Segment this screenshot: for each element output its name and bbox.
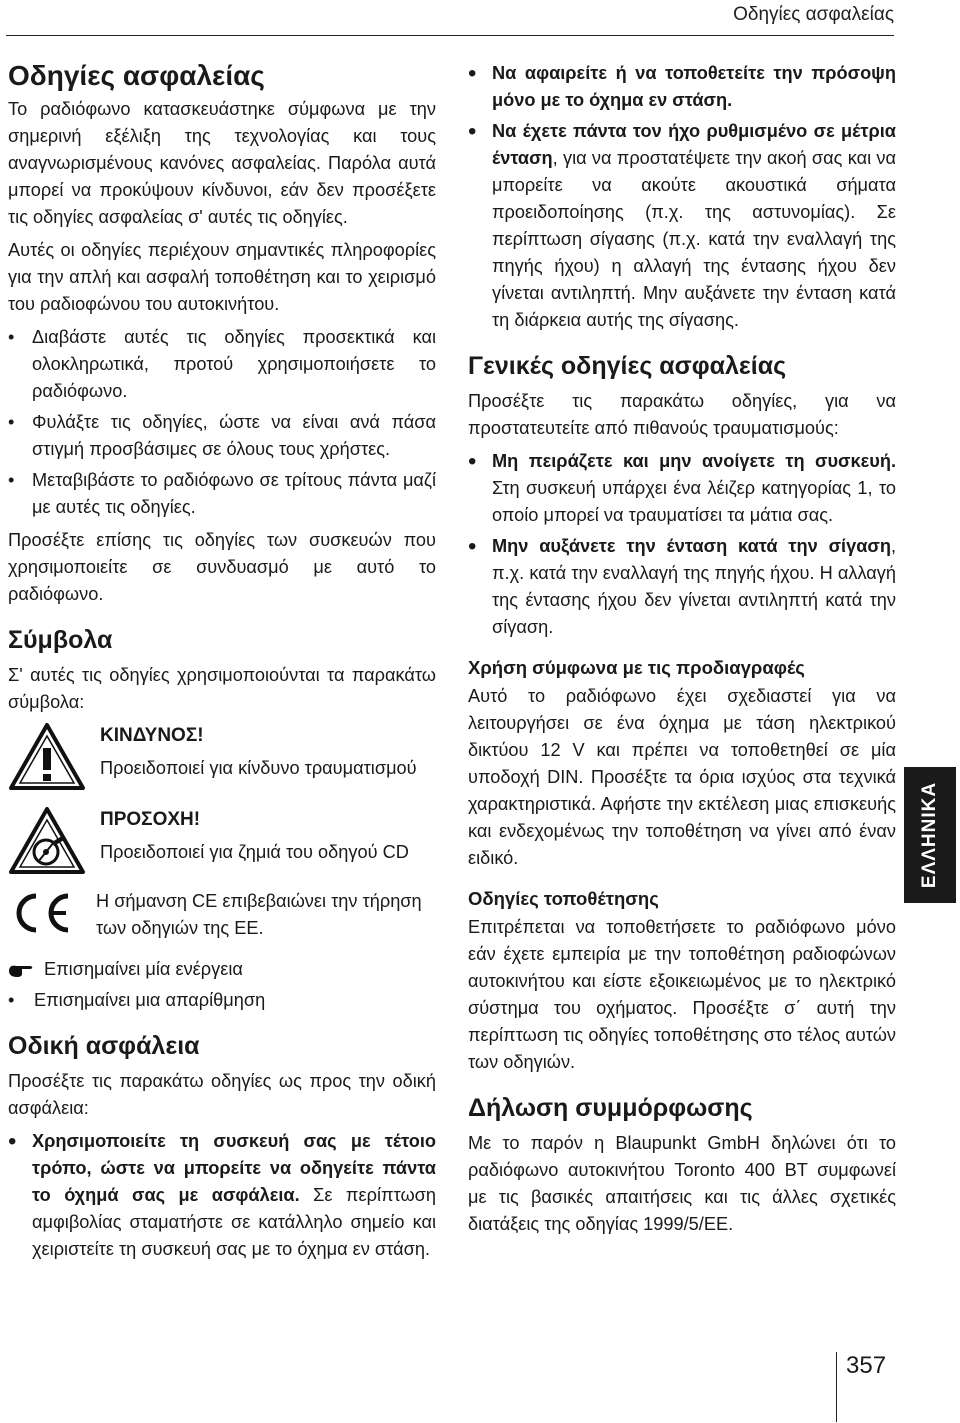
bullet-icon: • <box>8 412 15 432</box>
bullet-icon: • <box>468 533 477 560</box>
road-safety-intro: Προσέξτε τις παρακάτω οδηγίες ως προς την οδική ασφάλεια: <box>8 1071 436 1118</box>
list-item: • Χρησιμοποιείτε τη συσκευή σας με τέτοιο τρόπο, ώστε να μπορείτε να οδηγείτε πάντα το όχημά σας με ασφάλεια. Σε περίπτωση αμφιβολίας σταματήστε σε κατάλληλο σημείο και χειριστείτε τη συσκευή σας με το όχημα εν στάση. <box>8 1128 436 1259</box>
intro-paragraph-1: Το ραδιόφωνο κατασκευάστηκε σύμφωνα με την σημερινή εξέλιξη της τεχνολογίας και τους αναγνωρισμένους κανόνες ασφαλείας. Παρόλα αυτά μπορεί να προκύψουν κίνδυνοι, εάν δεν προσέξετε τις οδηγίες ασφαλείας σ' αυτές τις οδηγίες. <box>8 99 436 227</box>
cd-warning-icon <box>8 806 86 876</box>
bullet-icon: • <box>8 990 15 1010</box>
bullet-icon: • <box>468 448 477 475</box>
list-item: • Μην αυξάνετε την ένταση κατά την σίγαση, π.χ. κατά την εναλλαγή της πηγής ήχου. Η αλλαγή της έντασης ήχου δεν γίνεται αντιληπτή κατά την σίγαση. <box>468 533 896 637</box>
bullet-icon: • <box>468 60 477 87</box>
symbols-intro: Σ' αυτές τις οδηγίες χρησιμοποιούνται τα παρακάτω σύμβολα: <box>8 665 436 712</box>
danger-text-block <box>100 722 417 782</box>
declaration-heading: Δήλωση συμμόρφωσης <box>468 1094 753 1122</box>
bullet-icon: • <box>468 118 477 145</box>
caution-description: Προειδοποιεί για ζημιά του οδηγού CD <box>100 842 409 862</box>
ce-symbol-row <box>8 888 436 942</box>
action-description: Επισημαίνει μία ενέργεια <box>44 959 243 979</box>
installation-heading: Οδηγίες τοποθέτησης <box>468 888 659 909</box>
caution-text-block <box>100 806 409 866</box>
read-instructions-list <box>8 324 436 521</box>
symbols-heading: Σύμβολα <box>8 626 113 654</box>
intro-paragraph-2: Αυτές οι οδηγίες περιέχουν σημαντικές πληροφορίες για την απλή και ασφαλή τοποθέτηση και το χειρισμό του ραδιοφώνου του αυτοκινήτου. <box>8 240 436 314</box>
general-safety-list <box>468 448 896 641</box>
list-item: • Να αφαιρείτε ή να τοποθετείτε την πρόσοψη μόνο με το όχημα εν στάση. <box>468 60 896 110</box>
list-item: • Μη πειράζετε και μην ανοίγετε τη συσκευή. Στη συσκευή υπάρχει ένα λέιζερ κατηγορίας 1, το οποίο μπορεί να τραυματίσει τα μάτια σας. <box>468 448 896 525</box>
installation-text: Επιτρέπεται να τοποθετήσετε το ραδιόφωνο μόνο εάν έχετε εμπειρία με την τοποθέτηση ραδιοφώνων αυτοκινήτου και είστε εξοικειωμένος με το ηλεκτρικό σύστημα του οχήματος. Προσέξτε σ΄ αυτή την περίπτωση τις οδηγίες τοποθέτησης στο τέλος αυτών των οδηγιών. <box>468 917 896 1072</box>
general-safety-heading: Γενικές οδηγίες ασφαλείας <box>468 352 787 380</box>
section-title-safety: Οδηγίες ασφαλείας <box>8 60 265 91</box>
bullet-icon: • <box>8 327 15 347</box>
intro-paragraph-3: Προσέξτε επίσης τις οδηγίες των συσκευών που χρησιμοποιείτε σε συνδυασμό με αυτό το ραδιόφωνο. <box>8 530 436 604</box>
page-number: 357 <box>846 1352 887 1379</box>
list-item: • Διαβάστε αυτές τις οδηγίες προσεκτικά και ολοκληρωτικά, προτού χρησιμοποιήσετε το ραδιόφωνο. <box>8 324 436 405</box>
danger-title: ΚΙΝΔΥΝΟΣ! <box>100 725 204 746</box>
ce-mark-icon <box>8 888 80 938</box>
road-safety-heading: Οδική ασφάλεια <box>8 1032 200 1060</box>
road-safety-list <box>8 1128 436 1263</box>
intended-use-heading: Χρήση σύμφωνα με τις προδιαγραφές <box>468 657 805 678</box>
danger-symbol-row <box>8 722 436 792</box>
intended-use-text: Αυτό το ραδιόφωνο έχει σχεδιαστεί για να λειτουργήσει σε ένα όχημα με τάση ηλεκτρικού δικτύου 12 V και πρέπει να τοποθετηθεί σε μία υποδοχή DIN. Προσέξτε τα όρια ισχύος στα τεχνικά χαρακτηριστικά. Αφήστε την εκτέλεση μιας επισκευής και ενδεχομένως την τοποθέτηση να γίνει από έναν ειδικό. <box>468 686 896 868</box>
list-item: • Μεταβιβάστε το ραδιόφωνο σε τρίτους πάντα μαζί με αυτές τις οδηγίες. <box>8 467 436 521</box>
list-item: • Φυλάξτε τις οδηγίες, ώστε να είναι ανά πάσα στιγμή προσβάσιμες σε όλους τους χρήστες. <box>8 409 436 463</box>
running-header: Οδηγίες ασφαλείας <box>733 4 894 25</box>
list-symbol-row <box>8 987 436 1014</box>
ce-description: Η σήμανση CE επιβεβαιώνει την τήρηση των οδηγιών της ΕΕ. <box>96 891 422 938</box>
list-item: • Να έχετε πάντα τον ήχο ρυθμισμένο σε μέτρια ένταση, για να προστατέψετε την ακοή σας και να μπορείτε να ακούτε ακουστικά σήματα προειδοποίησης (π.χ. της αστυνομίας). Σε περίπτωση σίγασης (π.χ. κατά την εναλλαγή της πηγής ήχου) η αλλαγή της έντασης ήχου δεν γίνεται αντιληπτή. Μην αυξάνετε την ένταση κατά τη διάρκεια αυτής της σίγασης. <box>468 118 896 330</box>
page-number-divider <box>836 1352 837 1422</box>
language-tab <box>904 767 956 903</box>
pointing-hand-icon <box>8 962 34 978</box>
caution-title: ΠΡΟΣΟΧΗ! <box>100 809 201 830</box>
danger-description: Προειδοποιεί για κίνδυνο τραυματισμού <box>100 758 417 778</box>
left-column <box>8 48 436 1269</box>
road-safety-list-continued <box>468 60 896 334</box>
header-divider <box>6 35 894 36</box>
right-column <box>468 60 896 1244</box>
warning-triangle-icon <box>8 722 86 792</box>
language-tab-label: ΕΛΛΗΝΙΚΑ <box>919 781 940 889</box>
action-symbol-row <box>8 956 436 983</box>
general-safety-intro: Προσέξτε τις παρακάτω οδηγίες, για να προστατευτείτε από πιθανούς τραυματισμούς: <box>468 391 896 438</box>
list-description: Επισημαίνει μια απαρίθμηση <box>34 990 266 1010</box>
bullet-icon: • <box>8 470 15 490</box>
bullet-icon: • <box>8 1128 17 1155</box>
caution-symbol-row <box>8 806 436 876</box>
declaration-text: Με το παρόν η Blaupunkt GmbH δηλώνει ότι το ραδιόφωνο αυτοκινήτου Toronto 400 BT συμφωνεί με τις βασικές απαιτήσεις και τις άλλες σχετικές διατάξεις της οδηγίας 1999/5/ΕΕ. <box>468 1133 896 1234</box>
